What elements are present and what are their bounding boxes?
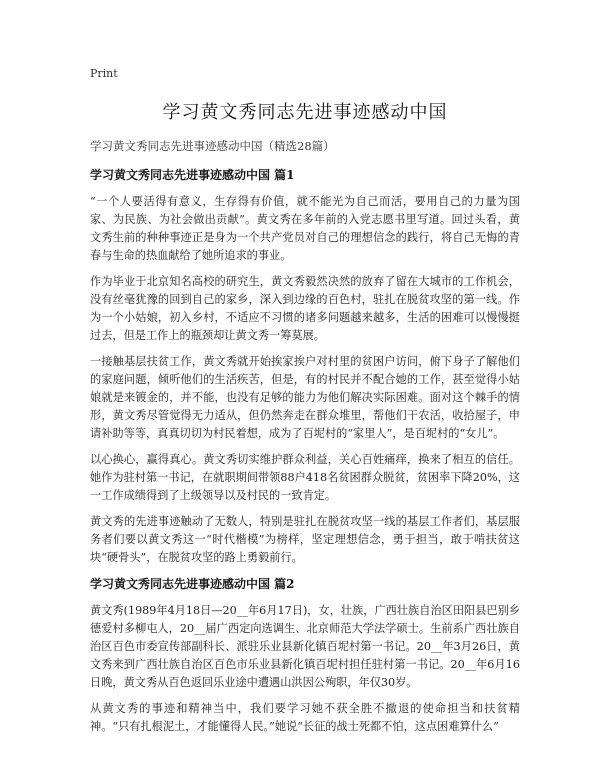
document-page [90, 62, 520, 744]
section-2 [90, 575, 520, 736]
print-link[interactable]: Print [90, 67, 118, 80]
section-1 [90, 166, 520, 567]
document-title: 学习黄文秀同志先进事迹感动中国 [162, 102, 448, 123]
paragraph: 以心换心，赢得真心。黄文秀切实维护群众利益，关心百姓痛痒，换来了相互的信任。她作为驻村第一书记，在就职期间带领88户418名贫困群众脱贫，贫困率下降20%，这一工作成绩得到了上级领导以及村民的一致肯定。 [90, 453, 520, 502]
paragraph: 作为毕业于北京知名高校的研究生，黄文秀毅然决然的放弃了留在大城市的工作机会，没有丝毫犹豫的回到自己的家乡，深入到边缘的百色村，驻扎在脱贫攻坚的第一线。作为一个小姑娘，初入乡村，不适应不习惯的诸多问题越来越多，生活的困难可以慢慢挺过去，但是工作上的瓶颈却让黄文秀一筹莫展。 [90, 275, 520, 342]
paragraph: 黄文秀(1989年4月18日—20__年6月17日)，女，壮族，广西壮族自治区田阳县巴别乡德爱村多柳屯人，20__届广西定向选调生、北京师范大学法学硕士。生前系广西壮族自治区百色市委宣传部副科长、派驻乐业县新化镇百坭村第一书记。20__年3月26日，黄文秀来到广西壮族自治区百色市乐业县新化镇百坭村担任驻村第一书记。20__年6月16日晚，黄文秀从百色返回乐业途中遭遇山洪因公殉职，年仅30岁。 [90, 604, 520, 689]
document-subtitle: 学习黄文秀同志先进事迹感动中国（精选28篇） [90, 139, 335, 153]
paragraph: 黄文秀的先进事迹触动了无数人，特别是驻扎在脱贫攻坚一线的基层工作者们，基层服务者们要以黄文秀这一“时代楷模”为榜样，坚定理想信念，勇于担当，敢于啃扶贫这块“硬骨头”，在脱贫攻坚的路上勇毅前行。 [90, 515, 520, 564]
section-heading: 学习黄文秀同志先进事迹感动中国 篇1 [90, 168, 295, 182]
section-heading: 学习黄文秀同志先进事迹感动中国 篇2 [90, 577, 295, 591]
paragraph: “一个人要活得有意义，生存得有价值，就不能光为自己而活，要用自己的力量为国家、为民族、为社会做出贡献”。黄文秀在多年前的入党志愿书里写道。回过头看，黄文秀生前的种种事迹正是身为一个共产党员对自己的理想信念的践行，将自己无悔的青春与生命的热血献给了她所追求的事业。 [90, 195, 520, 262]
paragraph: 从黄文秀的事迹和精神当中，我们要学习她不获全胜不撤退的使命担当和扶贫精神。“只有扎根泥土，才能懂得人民。”她说“长征的战士死都不怕，这点困难算什么” [90, 702, 520, 733]
paragraph: 一接触基层扶贫工作，黄文秀就开始挨家挨户对村里的贫困户访问，俯下身子了解他们的家庭问题，倾听他们的生活疾苦，但是，有的村民并不配合她的工作，甚至觉得小姑娘就是来镀金的，并不能，也没有足够的能力为他们解决实际困难。面对这个棘手的情形，黄文秀尽管觉得无力适从，但仍然奔走在群众堆里，帮他们干农活，收拾屋子，申请补助等等，真真切切为村民着想，成为了百坭村的“家里人”，是百坭村的“女儿”。 [90, 355, 520, 440]
